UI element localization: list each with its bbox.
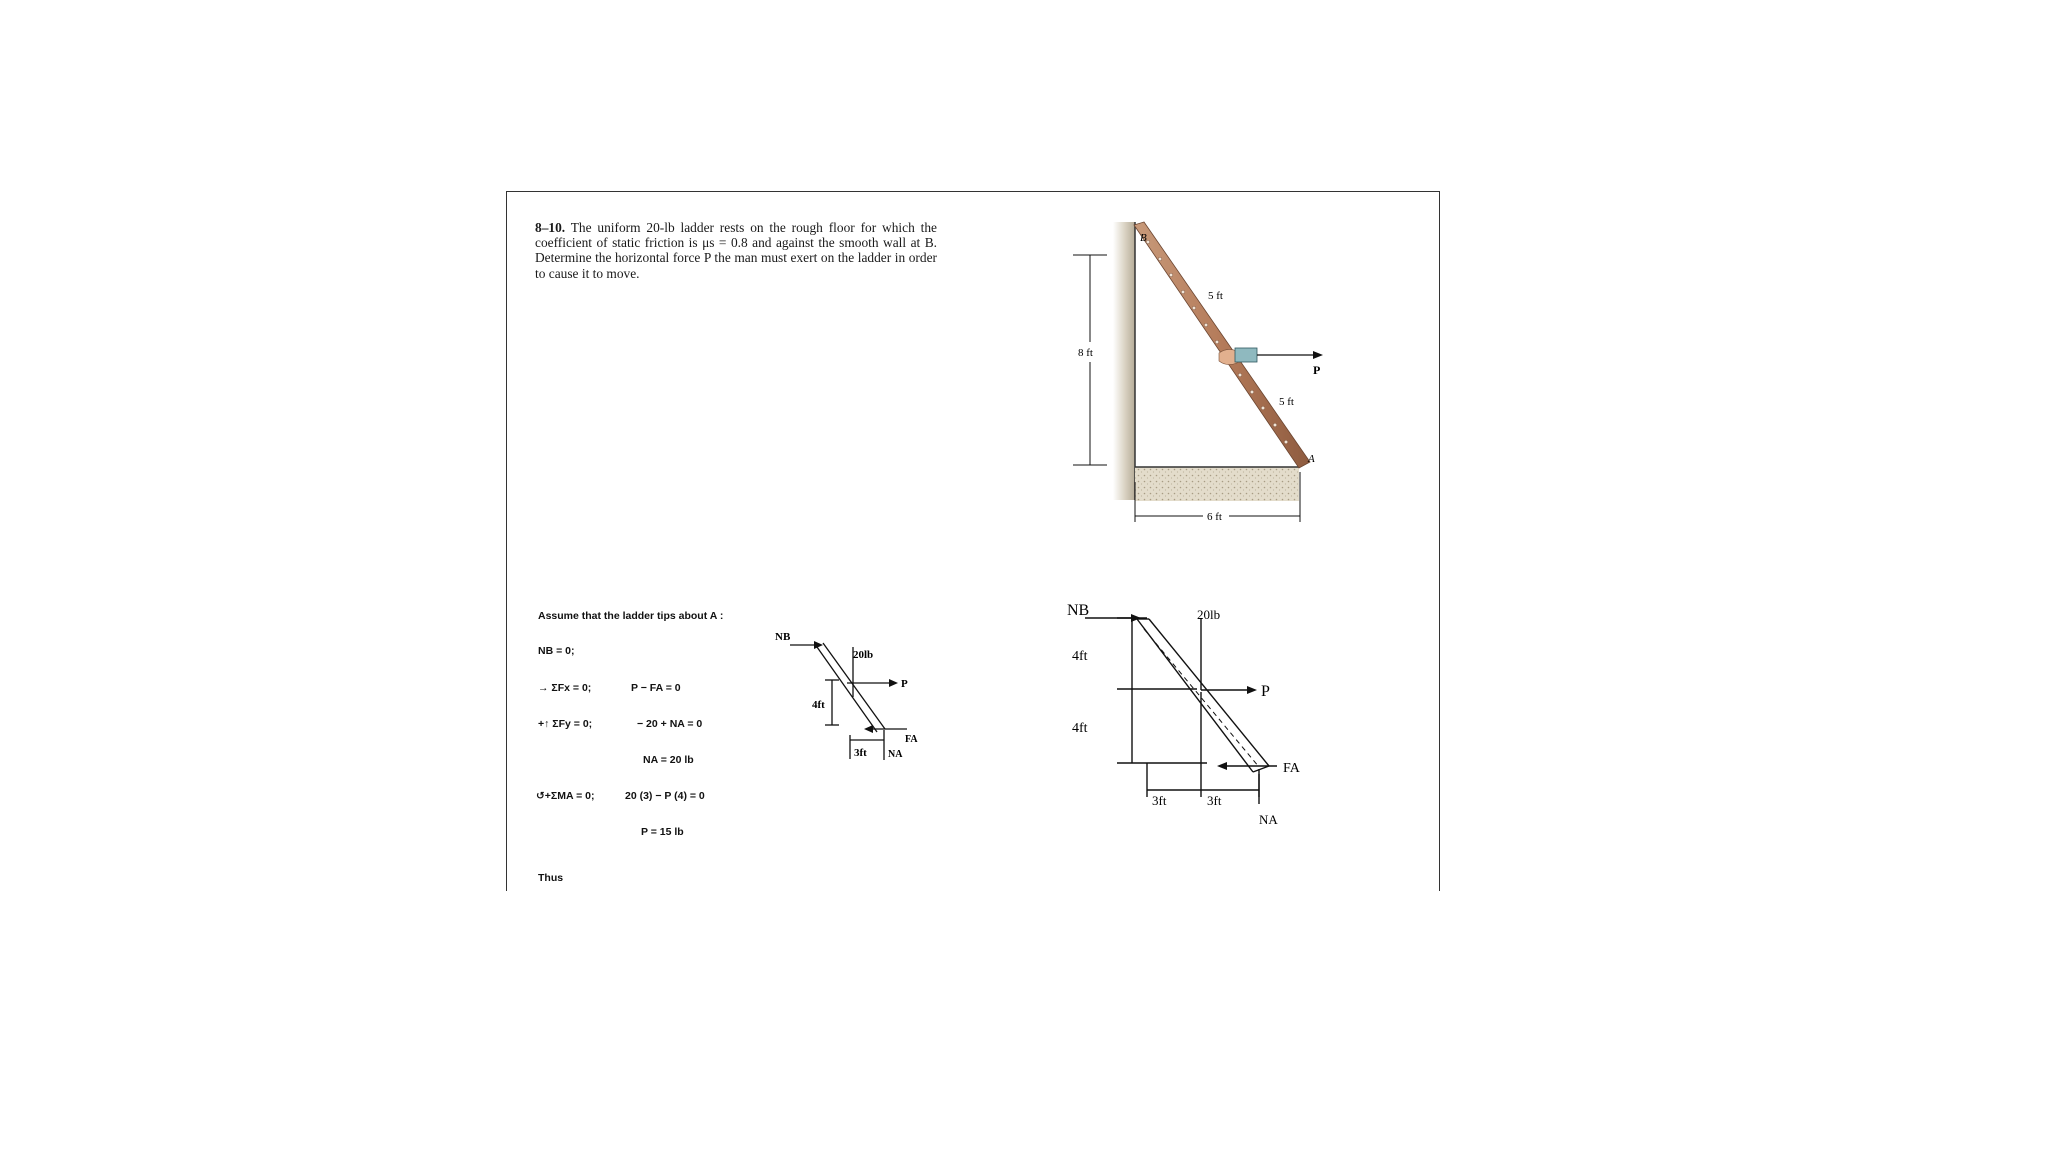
- large-fbd-na: NA: [1259, 812, 1278, 827]
- dim-upper-5ft: 5 ft: [1208, 290, 1223, 302]
- large-fbd-weight: 20lb: [1197, 607, 1221, 622]
- dim-lower-5ft: 5 ft: [1279, 396, 1294, 408]
- large-fbd-p: P: [1261, 683, 1270, 700]
- large-fbd-dim-v2: 4ft: [1072, 721, 1088, 736]
- textbook-page: [506, 191, 1440, 891]
- small-fbd-p: P: [901, 678, 908, 690]
- large-fbd-dim-h1: 3ft: [1152, 793, 1167, 808]
- large-fbd-fa: FA: [1283, 761, 1300, 776]
- label-a: A: [1308, 453, 1315, 465]
- large-fbd: [507, 192, 1440, 891]
- small-fbd-dim-v: 4ft: [812, 699, 825, 711]
- solution-eq-4: NA = 20 lb: [643, 754, 694, 766]
- problem-number: 8–10.: [535, 220, 566, 235]
- problem-text: The uniform 20-lb ladder rests on the rough floor for which the coefficient of static friction is μs = 0.8 and against the smooth wall at B. Determine the horizontal force P the man must exert on the ladder in order to cause it to move.: [535, 220, 937, 281]
- solution-thus: Thus: [538, 872, 564, 884]
- solution-eq-6: P = 15 lb: [641, 826, 684, 838]
- solution-label-1: NB = 0;: [538, 645, 575, 657]
- dim-8ft: 8 ft: [1078, 347, 1093, 359]
- solution-eq-2: P − FA = 0: [631, 682, 681, 694]
- solution-eq-3: − 20 + NA = 0: [637, 718, 703, 730]
- solution-eq-5: 20 (3) − P (4) = 0: [625, 790, 705, 802]
- dim-6ft: 6 ft: [1207, 511, 1222, 523]
- large-fbd-dim-v1: 4ft: [1072, 649, 1088, 664]
- large-fbd-dim-h2: 3ft: [1207, 793, 1222, 808]
- label-b: B: [1140, 232, 1147, 244]
- small-fbd-weight: 20lb: [853, 649, 874, 661]
- label-p: P: [1313, 363, 1321, 377]
- large-fbd-nb: NB: [1067, 602, 1090, 619]
- small-fbd-fa: FA: [905, 734, 918, 745]
- solution-label-3: +↑ ΣFy = 0;: [538, 718, 593, 730]
- solution-label-5: ↺+ΣMA = 0;: [536, 790, 595, 802]
- small-fbd-na: NA: [888, 749, 903, 760]
- solution-intro: Assume that the ladder tips about A :: [538, 610, 724, 622]
- small-fbd-nb: NB: [775, 631, 791, 643]
- small-fbd-dim-h: 3ft: [854, 747, 867, 759]
- solution-label-2: → ΣFx = 0;: [538, 682, 592, 694]
